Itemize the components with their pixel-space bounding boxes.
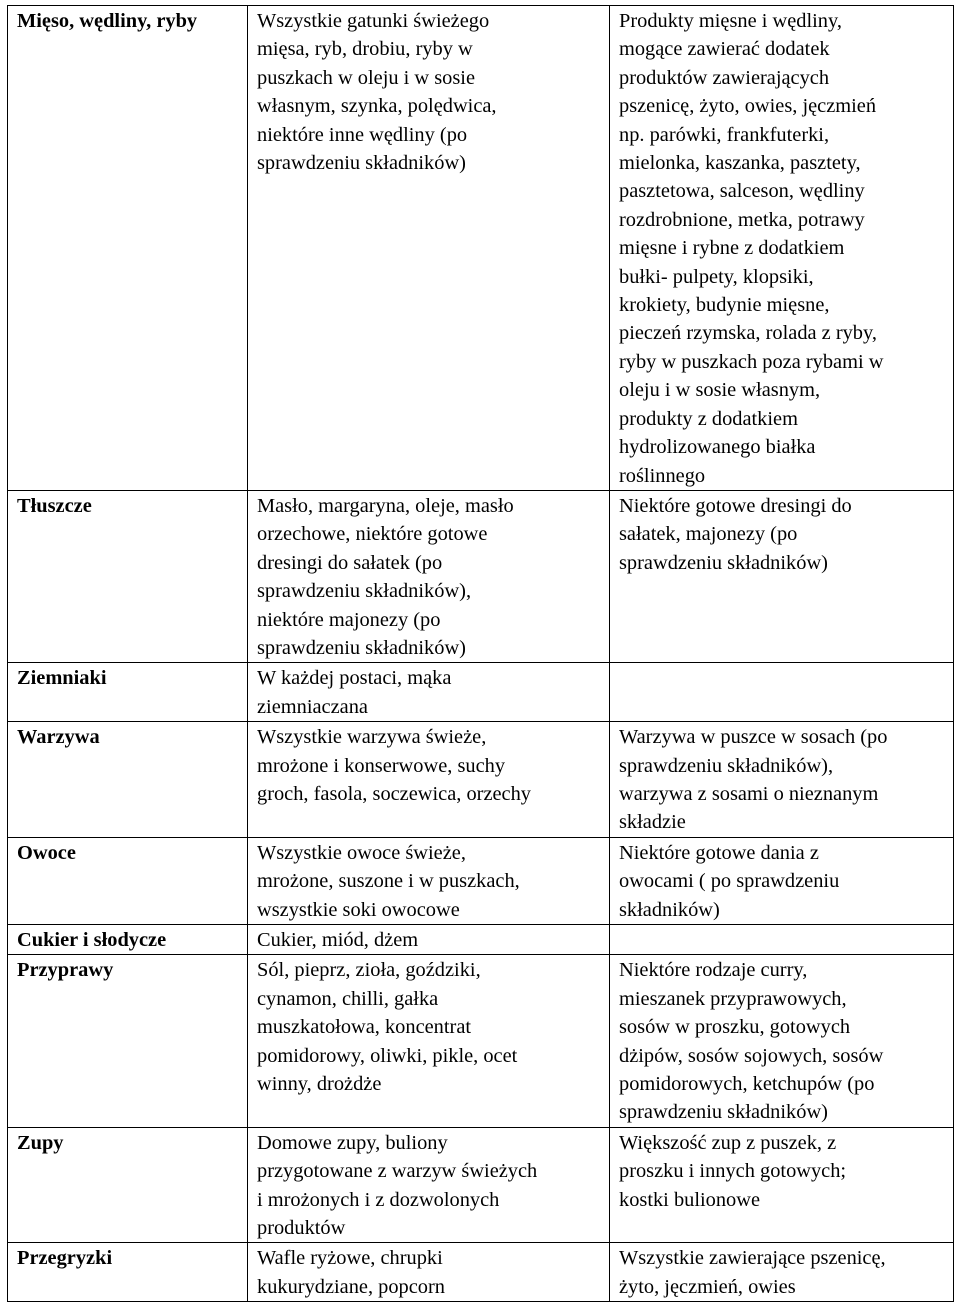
forbidden-cell: Niektóre gotowe dresingi do sałatek, majonezy (po sprawdzeniu składników) bbox=[610, 490, 954, 662]
category-cell: Owoce bbox=[8, 837, 248, 924]
forbidden-cell bbox=[610, 925, 954, 955]
table-row bbox=[8, 955, 954, 1127]
table-row bbox=[8, 722, 954, 838]
table-row bbox=[8, 1127, 954, 1243]
allowed-cell: Domowe zupy, buliony przygotowane z warzyw świeżych i mrożonych i z dozwolonych produktów bbox=[248, 1127, 610, 1243]
table-row bbox=[8, 837, 954, 924]
forbidden-cell bbox=[610, 663, 954, 722]
table-row bbox=[8, 925, 954, 955]
forbidden-cell: Większość zup z puszek, z proszku i innych gotowych; kostki bulionowe bbox=[610, 1127, 954, 1243]
category-cell: Zupy bbox=[8, 1127, 248, 1243]
forbidden-cell: Niektóre rodzaje curry, mieszanek przyprawowych, sosów w proszku, gotowych dżipów, sosów sojowych, sosów pomidorowych, ketchupów (po sprawdzeniu składników) bbox=[610, 955, 954, 1127]
category-cell: Ziemniaki bbox=[8, 663, 248, 722]
allowed-cell: Wafle ryżowe, chrupki kukurydziane, popcorn bbox=[248, 1243, 610, 1302]
allowed-cell: Wszystkie gatunki świeżego mięsa, ryb, drobiu, ryby w puszkach w oleju i w sosie własnym, szynka, polędwica, niektóre inne wędliny (po sprawdzeniu składników) bbox=[248, 6, 610, 491]
category-cell: Przegryzki bbox=[8, 1243, 248, 1302]
allowed-cell: Cukier, miód, dżem bbox=[248, 925, 610, 955]
diet-table bbox=[7, 5, 954, 1302]
allowed-cell: Wszystkie owoce świeże, mrożone, suszone i w puszkach, wszystkie soki owocowe bbox=[248, 837, 610, 924]
forbidden-cell: Wszystkie zawierające pszenicę, żyto, jęczmień, owies bbox=[610, 1243, 954, 1302]
allowed-cell: Masło, margaryna, oleje, masło orzechowe, niektóre gotowe dresingi do sałatek (po sprawdzeniu składników), niektóre majonezy (po sprawdzeniu składników) bbox=[248, 490, 610, 662]
table-row bbox=[8, 663, 954, 722]
allowed-cell: Sól, pieprz, zioła, goździki, cynamon, chilli, gałka muszkatołowa, koncentrat pomidorowy, oliwki, pikle, ocet winny, drożdże bbox=[248, 955, 610, 1127]
table-row bbox=[8, 1243, 954, 1302]
category-cell: Cukier i słodycze bbox=[8, 925, 248, 955]
forbidden-cell: Niektóre gotowe dania z owocami ( po sprawdzeniu składników) bbox=[610, 837, 954, 924]
category-cell: Warzywa bbox=[8, 722, 248, 838]
forbidden-cell: Warzywa w puszce w sosach (po sprawdzeniu składników), warzywa z sosami o nieznanym składzie bbox=[610, 722, 954, 838]
allowed-cell: W każdej postaci, mąka ziemniaczana bbox=[248, 663, 610, 722]
table-row bbox=[8, 490, 954, 662]
table-row bbox=[8, 6, 954, 491]
category-cell: Mięso, wędliny, ryby bbox=[8, 6, 248, 491]
category-cell: Tłuszcze bbox=[8, 490, 248, 662]
allowed-cell: Wszystkie warzywa świeże, mrożone i konserwowe, suchy groch, fasola, soczewica, orzechy bbox=[248, 722, 610, 838]
forbidden-cell: Produkty mięsne i wędliny, mogące zawierać dodatek produktów zawierających pszenicę, żyto, owies, jęczmień np. parówki, frankfuterki, mielonka, kaszanka, pasztety, pasztetowa, salceson, wędliny rozdrobnione, metka, potrawy mięsne i rybne z dodatkiem bułki- pulpety, klopsiki, krokiety, budynie mięsne, pieczeń rzymska, rolada z ryby, ryby w puszkach poza rybami w oleju i w sosie własnym, produkty z dodatkiem hydrolizowanego białka roślinnego bbox=[610, 6, 954, 491]
category-cell: Przyprawy bbox=[8, 955, 248, 1127]
